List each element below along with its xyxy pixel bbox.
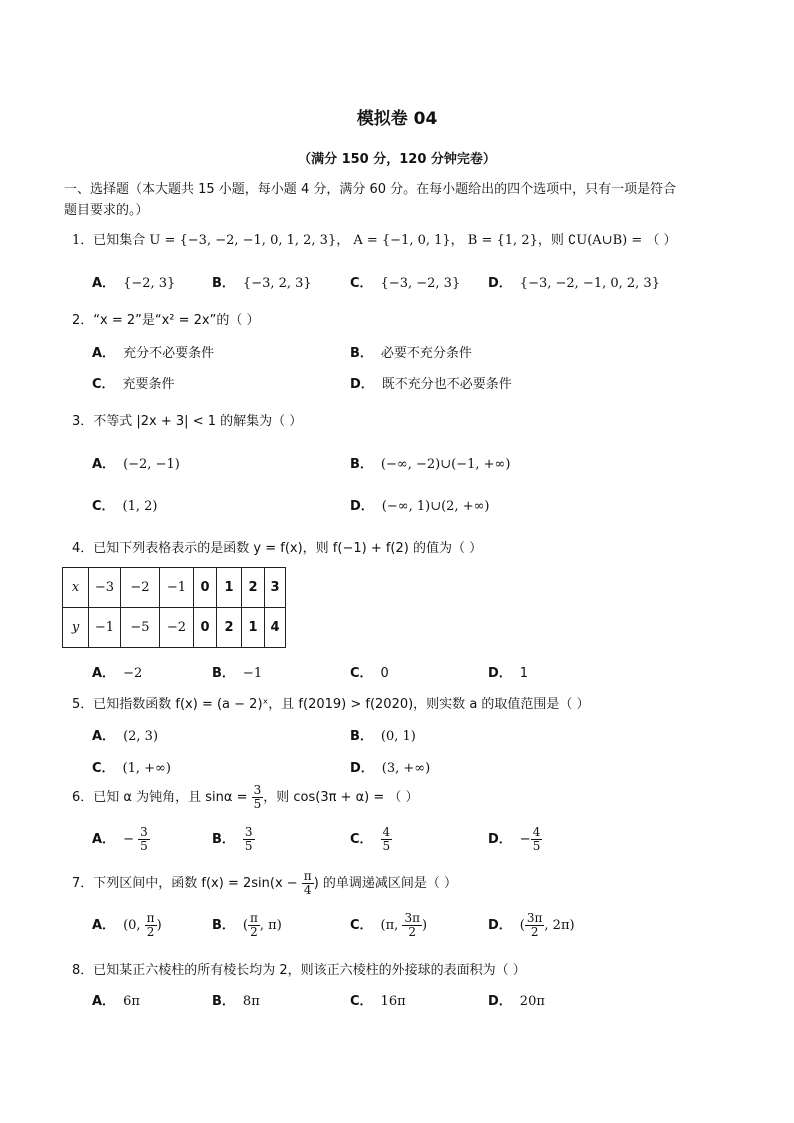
option-text: {−2, 3}: [123, 276, 176, 291]
fraction-numerator: 3: [244, 825, 253, 839]
interval-close: , π): [259, 918, 282, 933]
option-text: 必要不充分条件: [380, 346, 472, 361]
fraction-denominator: 5: [382, 839, 391, 853]
q2-option-b[interactable]: [350, 342, 472, 361]
table-row: [63, 608, 286, 648]
option-letter: A．: [92, 346, 116, 361]
question-8-stem: 8．已知某正六棱柱的所有棱长均为 2，则该正六棱柱的外接球的表面积为（ ）: [72, 963, 526, 978]
fraction-numerator: 4: [382, 825, 391, 839]
fraction-denominator: 4: [303, 883, 312, 897]
fraction: [381, 826, 393, 853]
q7-option-c[interactable]: [350, 912, 427, 939]
q6-option-c[interactable]: [350, 826, 392, 853]
option-letter: C．: [350, 994, 373, 1009]
option-letter: C．: [350, 832, 373, 847]
option-text: 0: [380, 666, 389, 681]
q8-option-a[interactable]: [92, 990, 140, 1009]
q7-option-a[interactable]: [92, 912, 162, 939]
option-letter: B．: [350, 346, 373, 361]
option-text: 充要条件: [122, 377, 175, 392]
option-text: (0, 1): [380, 729, 416, 744]
option-text: {−3, −2, −1, 0, 2, 3}: [519, 276, 660, 291]
stem-text: 6．已知 α 为钝角，且 sinα =: [72, 790, 252, 805]
fraction: [402, 912, 422, 939]
option-text: (1, 2): [122, 499, 158, 514]
interval-open: (π,: [380, 918, 403, 933]
table-cell: 1: [217, 568, 242, 608]
option-letter: D．: [350, 761, 374, 776]
fraction-numerator: π: [250, 911, 258, 925]
interval-close: ): [421, 918, 428, 933]
table-cell: 0: [194, 568, 217, 608]
option-letter: C．: [350, 918, 373, 933]
fraction-numerator: 3π: [404, 911, 420, 925]
stem-text: ，则 cos(3π + α) = （ ）: [263, 790, 419, 805]
q3-option-b[interactable]: [350, 453, 510, 472]
page-subtitle: （满分 150 分，120 分钟完卷）: [298, 152, 496, 167]
table-cell: −5: [121, 608, 160, 648]
stem-text: ) 的单调递减区间是（ ）: [313, 876, 458, 891]
option-letter: A．: [92, 729, 116, 744]
fraction: [145, 912, 157, 939]
question-7-stem: [72, 870, 457, 897]
option-letter: D．: [350, 499, 374, 514]
option-text: (2, 3): [123, 729, 159, 744]
question-2-stem: 2．“x = 2”是“x² = 2x”的（ ）: [72, 313, 260, 328]
fraction-denominator: 2: [146, 925, 155, 939]
option-letter: A．: [92, 276, 116, 291]
option-letter: D．: [488, 832, 512, 847]
question-3-stem: 3．不等式 |2x + 3| < 1 的解集为（ ）: [72, 414, 303, 429]
fraction-denominator: 5: [244, 839, 253, 853]
question-4-stem: 4．已知下列表格表示的是函数 y = f(x)，则 f(−1) + f(2) 的值为（ ）: [72, 541, 483, 556]
table-cell: −3: [89, 568, 121, 608]
option-letter: C．: [92, 499, 115, 514]
option-letter: A．: [92, 832, 116, 847]
table-cell: y: [63, 608, 89, 648]
option-sign: −: [519, 832, 531, 847]
option-letter: A．: [92, 666, 116, 681]
option-text: −2: [123, 666, 143, 681]
option-letter: B．: [212, 276, 235, 291]
interval-open: (: [242, 918, 248, 933]
fraction: [531, 826, 543, 853]
table-cell: −2: [121, 568, 160, 608]
q2-option-d[interactable]: [350, 373, 512, 392]
option-letter: D．: [488, 666, 512, 681]
table-cell: −1: [89, 608, 121, 648]
q5-option-a[interactable]: [92, 725, 158, 744]
option-text: (−2, −1): [123, 457, 180, 472]
option-letter: B．: [212, 666, 235, 681]
fraction-numerator: π: [303, 869, 312, 883]
page-title: 模拟卷 04: [356, 109, 438, 129]
question-6-stem: [72, 784, 419, 811]
option-letter: B．: [350, 729, 373, 744]
q6-option-d[interactable]: [488, 826, 542, 853]
q4-option-b[interactable]: [212, 662, 262, 681]
q7-option-b[interactable]: [212, 912, 282, 939]
fraction-numerator: 3: [140, 825, 148, 839]
table-cell: 4: [265, 608, 286, 648]
option-letter: A．: [92, 994, 116, 1009]
table-cell: 1: [242, 608, 265, 648]
fraction-denominator: 5: [253, 797, 262, 811]
option-text: 8π: [242, 994, 260, 1009]
option-letter: D．: [488, 918, 512, 933]
option-letter: A．: [92, 918, 116, 933]
option-text: 1: [519, 666, 529, 681]
fraction-denominator: 2: [250, 925, 258, 939]
table-cell: 0: [194, 608, 217, 648]
q1-option-c[interactable]: [350, 272, 460, 291]
option-letter: D．: [488, 994, 512, 1009]
fraction-numerator: 3: [253, 783, 262, 797]
option-text: −1: [242, 666, 263, 681]
option-text: (3, +∞): [381, 761, 431, 776]
section-instructions-line2: 题目要求的。）: [64, 203, 149, 218]
option-letter: C．: [92, 377, 115, 392]
fraction: [248, 912, 260, 939]
option-letter: D．: [488, 276, 512, 291]
question-5-stem: 5．已知指数函数 f(x) = (a − 2)ˣ，且 f(2019) > f(2020)，则实数 a 的取值范围是（ ）: [72, 697, 590, 712]
option-letter: D．: [350, 377, 374, 392]
fraction-denominator: 5: [140, 839, 148, 853]
q2-option-c[interactable]: [92, 373, 175, 392]
option-letter: B．: [212, 918, 235, 933]
q6-option-a[interactable]: [92, 826, 150, 853]
fraction-denominator: 5: [532, 839, 541, 853]
q5-option-c[interactable]: [92, 757, 171, 776]
q5-option-d[interactable]: [350, 757, 430, 776]
fraction-numerator: 4: [532, 825, 541, 839]
interval-close: , 2π): [544, 918, 575, 933]
table-row: [63, 568, 286, 608]
stem-text: 7．下列区间中，函数 f(x) = 2sin(x −: [72, 876, 302, 891]
table-cell: −1: [160, 568, 194, 608]
option-text: (−∞, 1)∪(2, +∞): [381, 499, 490, 514]
option-letter: B．: [350, 457, 373, 472]
option-text: 6π: [123, 994, 140, 1009]
option-text: (−∞, −2)∪(−1, +∞): [380, 457, 511, 472]
q8-option-d[interactable]: [488, 990, 545, 1009]
interval-close: ): [156, 918, 162, 933]
fraction-denominator: 2: [408, 925, 417, 939]
option-letter: B．: [212, 994, 235, 1009]
table-cell: 3: [265, 568, 286, 608]
q8-option-c[interactable]: [350, 990, 406, 1009]
table-cell: 2: [242, 568, 265, 608]
function-table: [62, 567, 286, 648]
option-letter: B．: [212, 832, 235, 847]
question-1-stem: 1．已知集合 U = {−3, −2, −1, 0, 1, 2, 3}， A = {−1, 0, 1}， B = {1, 2}，则 ∁U(A∪B) = （ ）: [72, 233, 677, 248]
q1-option-a[interactable]: [92, 272, 175, 291]
option-text: (1, +∞): [122, 761, 171, 776]
option-text: 16π: [380, 994, 406, 1009]
option-letter: A．: [92, 457, 116, 472]
option-letter: C．: [350, 276, 373, 291]
option-text: {−3, −2, 3}: [380, 276, 461, 291]
option-text: 既不充分也不必要条件: [381, 377, 512, 392]
section-instructions-line1: 一、选择题（本大题共 15 小题，每小题 4 分，满分 60 分。在每小题给出的四个选项中，只有一项是符合: [64, 182, 677, 197]
table-cell: 2: [217, 608, 242, 648]
q1-option-d[interactable]: [488, 272, 660, 291]
fraction-numerator: π: [146, 911, 155, 925]
option-text: 充分不必要条件: [123, 346, 215, 361]
q1-option-b[interactable]: [212, 272, 312, 291]
table-cell: −2: [160, 608, 194, 648]
q2-option-a[interactable]: [92, 342, 214, 361]
fraction: [243, 826, 255, 853]
option-sign: −: [123, 832, 134, 847]
table-cell: x: [63, 568, 89, 608]
q3-option-d[interactable]: [350, 495, 490, 514]
option-letter: C．: [92, 761, 115, 776]
option-text: 20π: [519, 994, 545, 1009]
q4-option-a[interactable]: [92, 662, 142, 681]
fraction-denominator: 2: [530, 925, 539, 939]
q3-option-c[interactable]: [92, 495, 158, 514]
q4-option-c[interactable]: [350, 662, 389, 681]
q4-option-d[interactable]: [488, 662, 528, 681]
q8-option-b[interactable]: [212, 990, 260, 1009]
fraction: [138, 826, 150, 853]
q7-option-d[interactable]: [488, 912, 575, 939]
fraction: [525, 912, 545, 939]
interval-open: (: [519, 918, 525, 933]
fraction-numerator: 3π: [526, 911, 543, 925]
q6-option-b[interactable]: [212, 826, 255, 853]
interval-open: (0,: [123, 918, 145, 933]
fraction: [252, 784, 264, 811]
option-letter: C．: [350, 666, 373, 681]
q5-option-b[interactable]: [350, 725, 416, 744]
option-text: {−3, 2, 3}: [242, 276, 312, 291]
q3-option-a[interactable]: [92, 453, 180, 472]
fraction: [302, 870, 314, 897]
